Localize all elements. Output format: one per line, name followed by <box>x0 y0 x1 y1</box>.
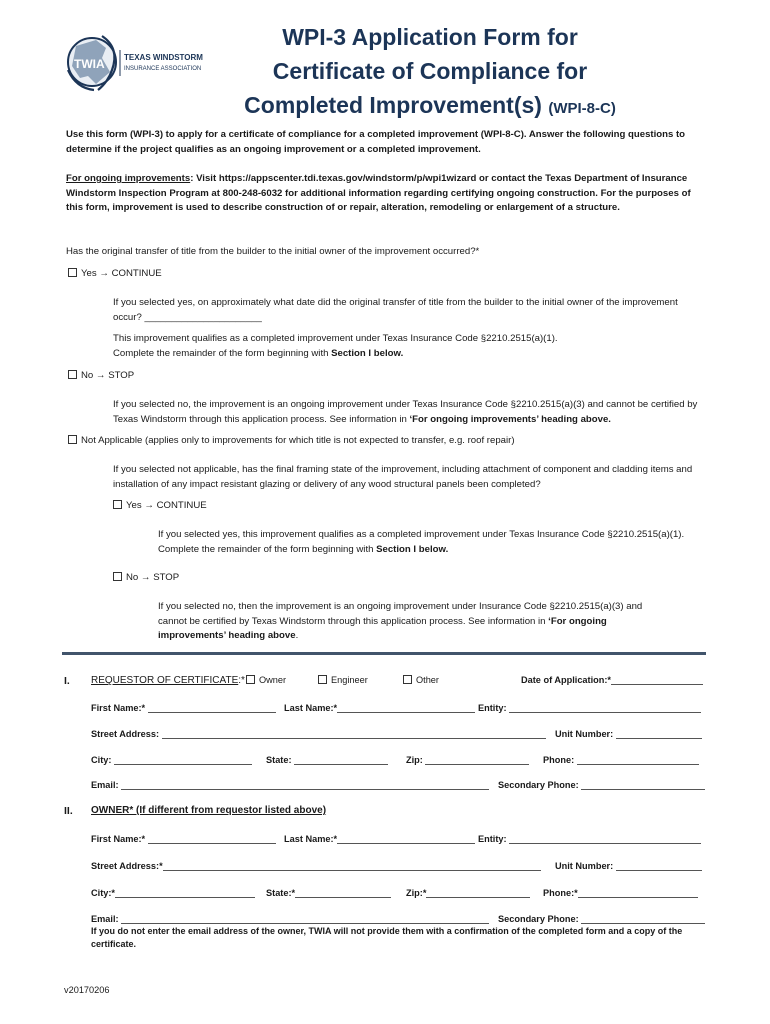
s1-email-field[interactable]: Email: <box>91 780 489 790</box>
s1-state-field[interactable]: State: <box>266 755 388 765</box>
s1-entity-field[interactable]: Entity: <box>478 703 701 713</box>
requestor-engineer-option[interactable]: Engineer <box>318 675 368 685</box>
s1-first-name-field[interactable]: First Name:* <box>91 703 276 713</box>
s1-email-input[interactable] <box>121 780 489 790</box>
s1-last-name-input[interactable] <box>337 703 475 713</box>
s2-state-input[interactable] <box>295 888 391 898</box>
s1-secondary-phone-field[interactable]: Secondary Phone: <box>498 780 705 790</box>
ongoing-label: For ongoing improvements <box>66 173 191 184</box>
form-version: v20170206 <box>64 985 110 995</box>
svg-text:TWIA: TWIA <box>74 57 105 71</box>
s2-entity-input[interactable] <box>509 834 701 844</box>
s2-state-field[interactable]: State:* <box>266 888 391 898</box>
ongoing-info: For ongoing improvements: Visit https://appscenter.tdi.texas.gov/windstorm/p/wpi1wizard or contact the Texas Department of Insurance Windstorm Inspection Program at 800-248-6032 for additional information regarding certifying ongoing construction. For the purposes of this form, improvement is used to describe construction of or repair, alteration, remodeling or enlargement of a structure. <box>66 173 691 213</box>
q1-no-option[interactable]: No → STOP <box>68 369 134 384</box>
owner-email-note: If you do not enter the email address of the owner, TWIA will not provide them with a confirmation of the completed form and a copy of the certificate. <box>91 926 683 949</box>
s2-unit-field[interactable]: Unit Number: <box>555 861 702 871</box>
twia-logo <box>62 28 212 100</box>
s1-unit-field[interactable]: Unit Number: <box>555 729 702 739</box>
s2-city-input[interactable] <box>115 888 255 898</box>
s2-last-name-input[interactable] <box>337 834 475 844</box>
owner-checkbox[interactable] <box>246 675 255 684</box>
s1-city-field[interactable]: City: <box>91 755 252 765</box>
s2-email-input[interactable] <box>121 914 489 924</box>
title-line-3: Completed Improvement(s) <box>244 92 542 118</box>
title-line-2: Certificate of Compliance for <box>272 58 588 84</box>
date-of-application-field[interactable]: Date of Application:* <box>521 675 703 685</box>
s2-secondary-phone-field[interactable]: Secondary Phone: <box>498 914 705 924</box>
q2-no-checkbox[interactable] <box>113 572 122 581</box>
svg-text:TEXAS WINDSTORM: TEXAS WINDSTORM <box>124 53 203 62</box>
q1-na-question: If you selected not applicable, has the final framing state of the improvement, including attachment of component and cladding items and installation of any impact resistant glazing or delivery of any wood structural panels been completed? <box>113 464 693 490</box>
s1-state-input[interactable] <box>294 755 388 765</box>
s1-last-name-field[interactable]: Last Name:* <box>284 703 475 713</box>
form-code: (WPI-8-C) <box>548 100 616 117</box>
section-1-number: I. <box>64 675 70 687</box>
s2-last-name-field[interactable]: Last Name:* <box>284 834 475 844</box>
wpi-wizard-link[interactable]: https://appscenter.tdi.texas.gov/windstorm/p/wpi1wizard <box>218 173 477 184</box>
intro-text: Use this form (WPI-3) to apply for a certificate of compliance for a completed improvement (WPI-8-C). Answer the following questions to determine if the project qualifies as an ongoing improvement or a completed improvement. <box>66 129 686 155</box>
q1-yes-checkbox[interactable] <box>68 268 77 277</box>
form-title <box>220 20 640 126</box>
requestor-owner-option[interactable]: Owner <box>246 675 286 685</box>
s1-zip-field[interactable]: Zip: <box>406 755 529 765</box>
q2-no-option[interactable]: No → STOP <box>113 571 179 586</box>
s2-zip-field[interactable]: Zip:* <box>406 888 530 898</box>
s2-phone-field[interactable]: Phone:* <box>543 888 698 898</box>
q2-yes-checkbox[interactable] <box>113 500 122 509</box>
s2-street-input[interactable] <box>163 861 541 871</box>
s2-street-field[interactable]: Street Address:* <box>91 861 541 871</box>
s2-unit-input[interactable] <box>616 861 702 871</box>
q2-yes-option[interactable]: Yes → CONTINUE <box>113 499 207 514</box>
q1-na-option[interactable]: Not Applicable (applies only to improvements for which title is not expected to transfer, e.g. roof repair) <box>68 434 515 449</box>
s2-phone-input[interactable] <box>578 888 698 898</box>
s1-secondary-phone-input[interactable] <box>581 780 705 790</box>
s1-phone-field[interactable]: Phone: <box>543 755 699 765</box>
question-title-transfer: Has the original transfer of title from the builder to the initial owner of the improvement occurred?* <box>66 246 480 257</box>
s1-first-name-input[interactable] <box>148 703 276 713</box>
q1-yes-option[interactable]: Yes → CONTINUE <box>68 267 162 282</box>
q2-yes-result: If you selected yes, this improvement qualifies as a completed improvement under Texas Insurance Code §2210.2515(a)(1). Complete the remainder of the form beginning with Section I below. <box>158 529 685 555</box>
section-divider <box>62 652 706 655</box>
requestor-other-option[interactable]: Other <box>403 675 439 685</box>
s1-unit-input[interactable] <box>616 729 702 739</box>
s2-secondary-phone-input[interactable] <box>581 914 705 924</box>
q2-no-result: If you selected no, then the improvement is an ongoing improvement under Insurance Code §2210.2515(a)(3) and cannot be certified by Texas Windstorm through this application process. See information in ‘For ongoing improvements’ heading above. <box>158 601 643 641</box>
engineer-checkbox[interactable] <box>318 675 327 684</box>
s2-first-name-field[interactable]: First Name:* <box>91 834 276 844</box>
s2-city-field[interactable]: City:* <box>91 888 255 898</box>
section-2-heading: OWNER* (If different from requestor listed above) <box>91 805 327 816</box>
s2-first-name-input[interactable] <box>148 834 276 844</box>
s2-email-field[interactable]: Email: <box>91 914 489 924</box>
s2-zip-input[interactable] <box>426 888 530 898</box>
q1-na-checkbox[interactable] <box>68 435 77 444</box>
title-line-1: WPI-3 Application Form for <box>282 24 578 50</box>
s1-street-field[interactable]: Street Address: <box>91 729 546 739</box>
s1-street-input[interactable] <box>162 729 546 739</box>
q1-yes-date-question: If you selected yes, on approximately what date did the original transfer of title from the builder to the initial owner of the improvement occur? ______________________ <box>113 297 678 323</box>
s1-entity-input[interactable] <box>509 703 701 713</box>
section-1-heading: REQUESTOR OF CERTIFICATE:* <box>91 675 245 686</box>
s1-zip-input[interactable] <box>425 755 529 765</box>
date-input[interactable] <box>611 675 703 685</box>
s2-entity-field[interactable]: Entity: <box>478 834 701 844</box>
s1-city-input[interactable] <box>114 755 252 765</box>
other-checkbox[interactable] <box>403 675 412 684</box>
svg-text:INSURANCE ASSOCIATION: INSURANCE ASSOCIATION <box>124 66 202 72</box>
q1-yes-result: This improvement qualifies as a completed improvement under Texas Insurance Code §2210.2515(a)(1). Complete the remainder of the form beginning with Section I below. <box>113 333 558 359</box>
section-2-number: II. <box>64 805 73 817</box>
s1-phone-input[interactable] <box>577 755 699 765</box>
q1-no-checkbox[interactable] <box>68 370 77 379</box>
q1-no-result: If you selected no, the improvement is an ongoing improvement under Texas Insurance Code §2210.2515(a)(3) and cannot be certified by Texas Windstorm through this application process. See information in ‘For ongoing improvements’ heading above. <box>113 399 698 425</box>
